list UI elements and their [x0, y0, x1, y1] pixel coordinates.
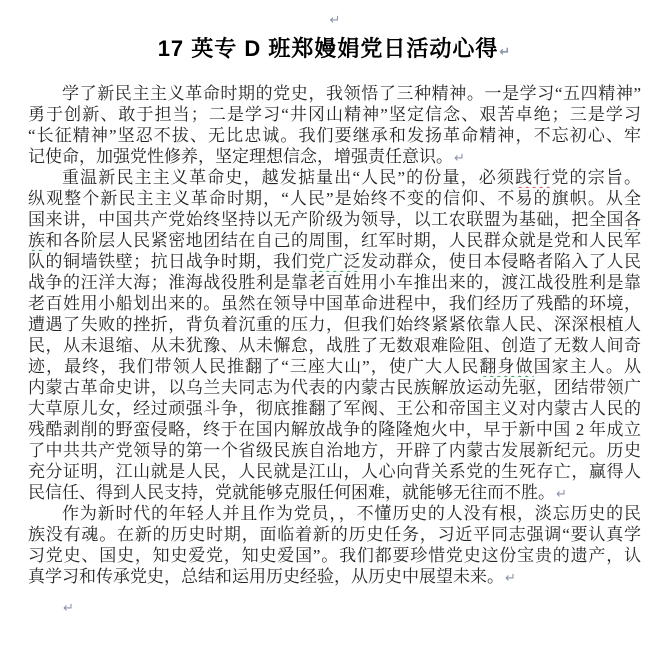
text-segment: 记使命，加强党性修养，坚定理想信念，增强责任意识。 [28, 147, 453, 166]
document-body [0, 83, 669, 587]
paragraph-mark-icon: ↵ [505, 571, 516, 586]
text-line [28, 419, 641, 440]
grammar-flagged-text: 族 [28, 231, 46, 250]
document-title-line [0, 34, 669, 68]
text-segment: 党的宗旨。 [551, 168, 641, 187]
text-line [28, 356, 641, 377]
text-line [28, 209, 641, 230]
spellcheck-flagged-text: 践行 [515, 168, 552, 187]
text-segment: 习党史、国史，知史爱党，知史爱国”。我们都要珍惜党史这份宝贵的遗产，认 [28, 546, 641, 565]
text-segment: 族没有魂。在新的历史时期，面临着新的历史任务，习近平同志强调“要认真学 [28, 525, 641, 544]
text-segment: 老百姓用小船划出来的。虽然在领导中国革命进程中，我们经历了残酷的环境， [28, 294, 641, 313]
text-line [28, 524, 641, 545]
paragraph-mark-icon: ↵ [556, 487, 567, 502]
text-line [28, 398, 641, 419]
paragraph-mark-icon: ↵ [454, 151, 465, 166]
text-segment: 战争的汪洋大海；淮海战役胜利是靠老百姓用小车推出来的，渡江战役胜利是靠 [28, 273, 641, 292]
text-segment: 迹，最终，我们带领人民推翻了“三座大山”，使广大人民 [28, 357, 480, 376]
text-line [28, 377, 641, 398]
grammar-flagged-text: 翻身做 [479, 357, 534, 376]
text-segment: 内蒙古革命史讲，以乌兰夫同志为代表的内蒙古民族解放运动先驱，团结带领广 [28, 378, 641, 397]
text-segment: 民，从未退缩、从未犹豫、从未懈怠，战胜了无数艰难险阻、创造了无数人间奇 [28, 336, 641, 355]
text-line [28, 545, 641, 566]
text-segment: 和各阶层人民紧密地团结在自己的周围，红军时期，人民群众就是党和人民军 [45, 231, 641, 250]
text-segment: 遭遇了失败的挫折，背负着沉重的压力，但我们始终紧紧依靠人民、深深根植人 [28, 315, 641, 334]
text-line [28, 566, 641, 587]
text-segment: 纵观整个新民主主义革命时期，“人民”是始终不变的信仰、不易的旗帜。从全 [28, 189, 641, 208]
text-segment: 残酷剥削的野蛮侵略，终于在国内解放战争的隆隆炮火中，早于新中国 2 年成立 [28, 420, 641, 439]
text-line [28, 125, 641, 146]
text-segment: 民信任、得到人民支持，党就能够克服任何困难，就能够无往而不胜。 [28, 483, 555, 502]
text-segment: “长征精神”坚忍不拔、无比忠诚。我们要继承和发扬革命精神，不忘初心、牢 [28, 126, 641, 145]
text-line [28, 461, 641, 482]
text-segment: 重温新民主主义革命史，越发掂量出“人民”的份量，必须 [62, 168, 516, 187]
text-line [28, 167, 641, 188]
text-line [28, 251, 641, 272]
text-line [28, 314, 641, 335]
document-title: 17 英专 D 班郑嫚娟党日活动心得 [157, 36, 499, 61]
empty-paragraph-line [0, 596, 669, 619]
text-segment: 真学习和传承党史，总结和运用历史经验，从历史中展望未来。 [28, 567, 504, 586]
grammar-flagged-text: 各 [624, 210, 641, 229]
text-line [28, 440, 641, 461]
text-line [28, 188, 641, 209]
text-segment: 大草原儿女，经过顽强斗争，彻底推翻了军阀、王公和帝国主义对内蒙古人民的 [28, 399, 641, 418]
text-segment: 学了新民主主义革命时期的党史，我领悟了三种精神。一是学习“五四精神” [62, 84, 641, 103]
text-segment: 了中共共产党领导的第一个省级民族自治地方，开辟了内蒙古发展新纪元。历史 [28, 441, 641, 460]
text-segment: 队的铜墙铁壁；抗日战争时期，我们 [28, 252, 309, 271]
text-line [28, 272, 641, 293]
text-line [28, 293, 641, 314]
text-line [28, 482, 641, 503]
empty-paragraph-line [0, 10, 669, 30]
text-line [28, 230, 641, 251]
paragraph-mark-icon: ↵ [329, 13, 341, 28]
text-segment: 国来讲，中国共产党始终坚持以无产阶级为领导，以工农联盟为基础，把全国 [28, 210, 624, 229]
text-line [28, 83, 641, 104]
text-line [28, 335, 641, 356]
text-line [28, 104, 641, 125]
text-line [28, 503, 641, 524]
text-line [28, 146, 641, 167]
text-segment: 充分证明，江山就是人民，人民就是江山，人心向背关系党的生死存亡，赢得人 [28, 462, 641, 481]
paragraph-mark-icon: ↵ [63, 601, 74, 616]
grammar-flagged-text: 党广泛 [308, 252, 362, 271]
text-segment: 作为新时代的年轻人并且作为党员，，不懂历史的人没有根，淡忘历史的民 [62, 504, 641, 523]
text-segment: 国家主人。从 [533, 357, 641, 376]
text-segment: 勇于创新、敢于担当；二是学习“井冈山精神”坚定信念、艰苦卓绝；三是学习 [28, 105, 641, 124]
paragraph-mark-icon: ↵ [499, 45, 512, 60]
text-segment: 发动群众，使日本侵略者陷入了人民 [361, 252, 641, 271]
